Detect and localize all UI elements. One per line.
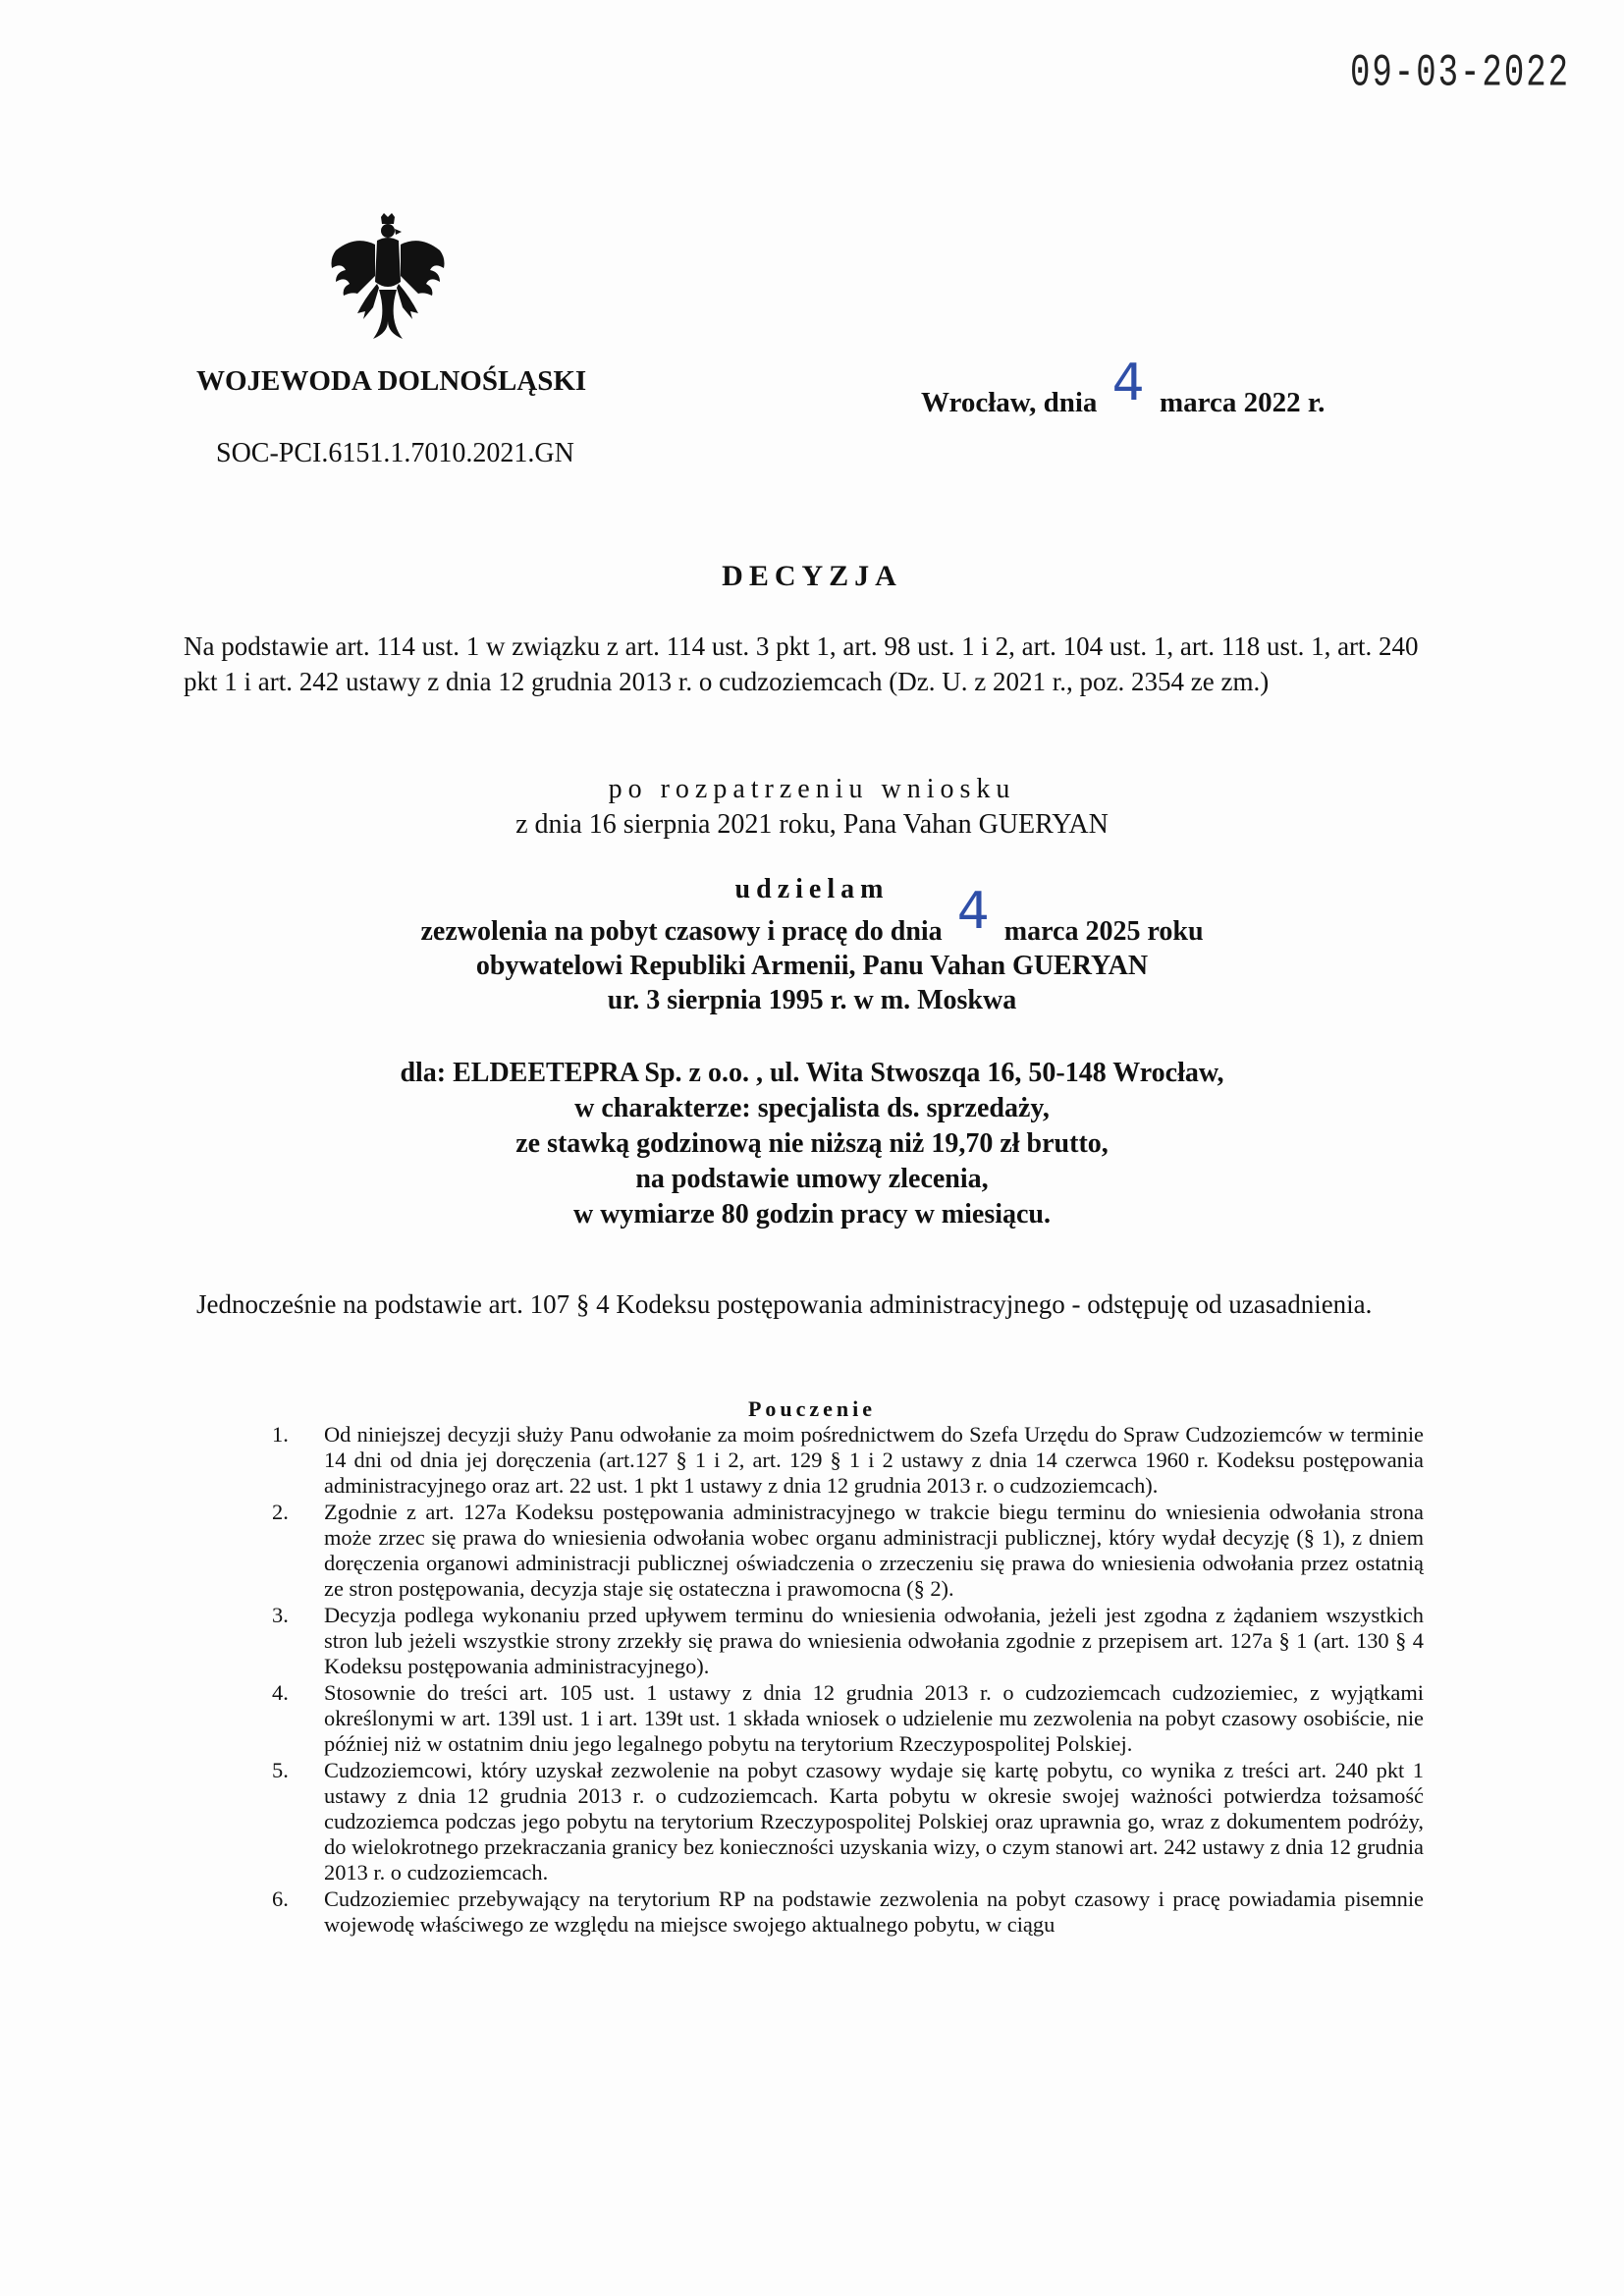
instructions-list (272, 1422, 1424, 1939)
place-date-prefix: Wrocław, dnia (921, 387, 1098, 418)
instruction-item (272, 1422, 1424, 1499)
employer-block (0, 1056, 1624, 1232)
justification-waiver: Jednocześnie na podstawie art. 107 § 4 Kodeksu postępowania administracyjnego - odstępuję od uzasadnienia. (196, 1289, 1373, 1319)
document-title: DECYZJA (722, 560, 902, 592)
instruction-text: Cudzoziemcowi, który uzyskał zezwolenie na pobyt czasowy wydaje się kartę pobytu, co wynika z treści art. 240 pkt 1 ustawy z dnia 12 grudnia 2013 r. o cudzoziemcach. Karta pobytu w okresie swojej ważności potwierdza tożsamość cudzoziemca podczas jego pobytu na terytorium Rzeczypospolitej Polskiej oraz uprawnia go, wraz z dokumentem podróży, do wielokrotnego przekraczania granicy bez konieczności uzyskania wizy, o czym stanowi art. 242 ustawy z dnia 12 grudnia 2013 r. o cudzoziemcach. (324, 1758, 1424, 1885)
employer-line-3: ze stawką godzinową nie niższą niż 19,70 zł brutto, (515, 1128, 1109, 1159)
instruction-number: 1. (272, 1422, 289, 1447)
instruction-item (272, 1680, 1424, 1757)
polish-eagle-emblem-icon (324, 211, 452, 349)
instruction-item (272, 1886, 1424, 1938)
instruction-item (272, 1758, 1424, 1886)
handwritten-day: 4 (1111, 354, 1145, 412)
employer-line-5: w wymiarze 80 godzin pracy w miesiącu. (572, 1199, 1052, 1230)
received-date-stamp: 09-03-2022 (1350, 49, 1571, 100)
employer-line-4: na podstawie umowy zlecenia, (635, 1164, 989, 1194)
grant-line-2: obywatelowi Republiki Armenii, Panu Vahan GUERYAN (475, 951, 1149, 981)
instruction-text: Od niniejszej decyzji służy Panu odwołanie za moim pośrednictwem do Szefa Urzędu do Spraw Cudzoziemców w terminie 14 dni od dnia jej doręczenia (art.127 § 1 i 2, art. 129 § 1 i 2 ustawy z dnia 14 czerwca 1960 r. Kodeksu postępowania administracyjnego oraz art. 22 ust. 1 pkt 1 ustawy z dnia 12 grudnia 2013 r. o cudzoziemcach). (324, 1422, 1424, 1498)
consideration-line-1: po rozpatrzeniu wniosku (608, 774, 1016, 804)
grant-line-1-suffix: marca 2025 roku (1003, 916, 1204, 947)
instruction-text: Zgodnie z art. 127a Kodeksu postępowania administracyjnego w trakcie biegu terminu do wniesienia odwołania strona może zrzec się prawa do wniesienia odwołania wobec organu administracji publicznej, który wydał decyzję (§ 1), z dniem doręczenia organowi administracji publicznej oświadczenia o zrzeczeniu się prawa do wniesienia odwołania przez ostatnią ze stron postępowania, decyzja staje się ostateczna i prawomocna (§ 2). (324, 1500, 1424, 1601)
grant-block (0, 872, 1624, 1017)
instruction-text: Decyzja podlega wykonaniu przed upływem terminu do wniesienia odwołania, jeżeli jest zgodna z żądaniem wszystkich stron lub jeżeli wszystkie strony zrzekły się prawa do wniesienia odwołania zgodnie z przepisem art. 127a § 1 (art. 130 § 4 Kodeksu postępowania administracyjnego). (324, 1603, 1424, 1678)
place-date-suffix: marca 2022 r. (1160, 387, 1326, 418)
grant-handwritten-day: 4 (956, 882, 990, 941)
issuing-authority: WOJEWODA DOLNOŚLĄSKI (196, 365, 587, 397)
consideration-block (0, 772, 1624, 843)
instruction-number: 5. (272, 1758, 289, 1782)
consideration-line-2: z dnia 16 sierpnia 2021 roku, Pana Vahan GUERYAN (515, 809, 1109, 840)
instruction-number: 2. (272, 1500, 289, 1524)
case-reference: SOC-PCI.6151.1.7010.2021.GN (216, 438, 574, 468)
employer-line-2: w charakterze: specjalista ds. sprzedaży, (574, 1093, 1050, 1123)
instruction-item (272, 1500, 1424, 1602)
instruction-number: 3. (272, 1603, 289, 1627)
grant-verb: udzielam (734, 874, 890, 904)
instruction-number: 4. (272, 1680, 289, 1705)
grant-line-1-prefix: zezwolenia na pobyt czasowy i pracę do dnia (420, 916, 943, 947)
instruction-number: 6. (272, 1886, 289, 1911)
grant-line-3: ur. 3 sierpnia 1995 r. w m. Moskwa (607, 985, 1017, 1015)
legal-basis: Na podstawie art. 114 ust. 1 w związku z art. 114 ust. 3 pkt 1, art. 98 ust. 1 i 2, art. 104 ust. 1, art. 118 ust. 1, art. 240 pkt 1 i art. 242 ustawy z dnia 12 grudnia 2013 r. o cudzoziemcach (Dz. U. z 2021 r., poz. 2354 ze zm.) (184, 631, 1419, 696)
instruction-text: Cudzoziemiec przebywający na terytorium RP na podstawie zezwolenia na pobyt czasowy i pracę powiadamia pisemnie wojewodę właściwego ze względu na miejsce swojego aktualnego pobytu, w ciągu (324, 1886, 1424, 1937)
place-and-date (921, 354, 1326, 424)
instruction-text: Stosownie do treści art. 105 ust. 1 ustawy z dnia 12 grudnia 2013 r. o cudzoziemcach cudzoziemiec, z wyjątkami określonymi w art. 139l ust. 1 i art. 139t ust. 1 składa wniosek o udzielenie mu zezwolenia na pobyt czasowy osobiście, nie później niż w ostatnim dniu jego legalnego pobytu na terytorium Rzeczypospolitej Polskiej. (324, 1680, 1424, 1756)
employer-line-1: dla: ELDEETEPRA Sp. z o.o. , ul. Wita Stwoszqa 16, 50-148 Wrocław, (400, 1058, 1224, 1088)
instruction-item (272, 1603, 1424, 1679)
instructions-title: Pouczenie (747, 1396, 877, 1421)
